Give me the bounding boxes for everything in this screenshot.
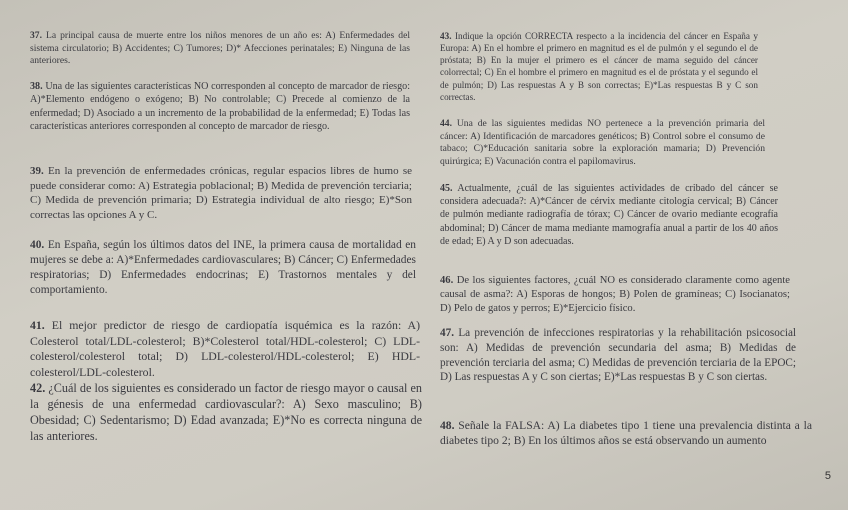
- question-number: 41.: [30, 318, 45, 332]
- question-number: 44.: [440, 118, 452, 129]
- question-38: [30, 80, 410, 133]
- question-text: La prevención de infecciones respiratorias y la rehabilitación psicosocial son: A) Medidas de prevención secundaria del asma; B) Medidas de prevención terciaria del asma; C) Medidas de prevención terciaria de la EPOC; D) Las respuestas A y C son ciertas; E)*Las respuestas B y C son ciertas.: [440, 327, 797, 384]
- question-48: [440, 418, 812, 449]
- question-number: 43.: [440, 31, 452, 41]
- question-text: Señale la FALSA: A) La diabetes tipo 1 tiene una prevalencia distinta a la diabetes tipo 2; B) En los últimos años se está observando un aumento: [440, 419, 812, 448]
- question-number: 45.: [440, 183, 453, 194]
- question-number: 47.: [440, 327, 454, 339]
- question-text: El mejor predictor de riesgo de cardiopatía isquémica es la razón: A) Colesterol total/LDL-colesterol; B)*Colesterol total/HDL-colesterol; C) LDL-colesterol/colesterol total; D) LDL-colesterol/HDL-colesterol; E) HDL-colesterol/LDL-colesterol.: [30, 318, 420, 379]
- question-number: 42.: [30, 381, 46, 395]
- question-39: [30, 164, 412, 222]
- question-46: [440, 274, 790, 316]
- question-text: De los siguientes factores, ¿cuál NO es considerado claramente como agente causal de asma?: A) Esporas de hongos; B) Polen de gramíneas; C) Isocianatos; D) Pelo de gatos y perros; E)*Ejercicio físico.: [440, 275, 790, 314]
- question-47: [440, 326, 796, 385]
- question-text: Una de las siguientes características NO corresponden al concepto de marcador de riesgo: A)*Elemento endógeno o exógeno; B) No controlable; C) Precede al comienzo de la enfermedad; D) Asociado a un incremento de la probabilidad de la enfermedad; E) Todas las características anteriores corresponden al concepto de marcador de riesgo.: [30, 81, 410, 132]
- question-43: [440, 30, 758, 103]
- question-text: Actualmente, ¿cuál de las siguientes actividades de cribado del cáncer se considera adecuada?: A)*Cáncer de cérvix mediante citología cervical; B) Cáncer de pulmón mediante radiografía de tórax; C) Cáncer de ovario mediante ecografía abdominal; D) Cáncer de mama mediante mamografía anual a partir de los 40 años de edad; E) A y D son adecuadas.: [440, 183, 778, 247]
- question-44: [440, 118, 765, 169]
- question-45: [440, 182, 778, 248]
- question-text: Una de las siguientes medidas NO pertenece a la prevención primaria del cáncer: A) Identificación de marcadores genéticos; B) Control sobre el consumo de tabaco; C)*Educación sanitaria sobre la exploración mamaria; D) Prevención quirúrgica; E) Vacunación contra el papilomavirus.: [440, 118, 765, 167]
- question-text: La principal causa de muerte entre los niños menores de un año es: A) Enfermedades del sistema circulatorio; B) Accidentes; C) Tumores; D)* Afecciones perinatales; E) Ninguna de las anteriores.: [30, 30, 410, 67]
- question-number: 37.: [30, 30, 42, 41]
- question-text: Indique la opción CORRECTA respecto a la incidencia del cáncer en España y Europa: A) En el hombre el primero en magnitud es el de pulmón y el segundo el de próstata; B) En la mujer el primero es el cáncer de mama seguido del cáncer colorrectal; C) En el hombre el primero en magnitud es el de próstata y el segundo el de pulmón; D) Las respuestas A y B son correctas; E)*Las respuestas B y C son correctas.: [440, 31, 759, 102]
- question-text: En la prevención de enfermedades crónicas, regular espacios libres de humo se puede considerar como: A) Estrategia poblacional; B) Medida de prevención terciaria; C) Medida de prevención primaria; D) Estrategia individual de alto riesgo; E)*Son correctas las opciones A y C.: [30, 165, 412, 221]
- question-37: [30, 30, 410, 68]
- question-41: [30, 318, 420, 380]
- question-number: 39.: [30, 165, 44, 177]
- question-number: 40.: [30, 239, 45, 251]
- question-text: ¿Cuál de los siguientes es considerado un factor de riesgo mayor o causal en la génesis de una enfermedad cardiovascular?: A) Sexo masculino; B) Obesidad; C) Sedentarismo; D) Edad avanzada; E)*No es correcta ninguna de las anteriores.: [30, 381, 422, 444]
- question-number: 46.: [440, 275, 454, 286]
- question-number: 38.: [30, 81, 43, 92]
- question-40: [30, 238, 416, 298]
- question-number: 48.: [440, 419, 455, 432]
- question-42: [30, 380, 422, 444]
- question-text: En España, según los últimos datos del INE, la primera causa de mortalidad en mujeres se debe a: A)*Enfermedades cardiovasculares; B) Cáncer; C) Enfermedades respiratorias; D) Enfermedades endocrinas; E) Trastornos mentales y del comportamiento.: [30, 239, 416, 297]
- page-number: 5: [824, 470, 831, 482]
